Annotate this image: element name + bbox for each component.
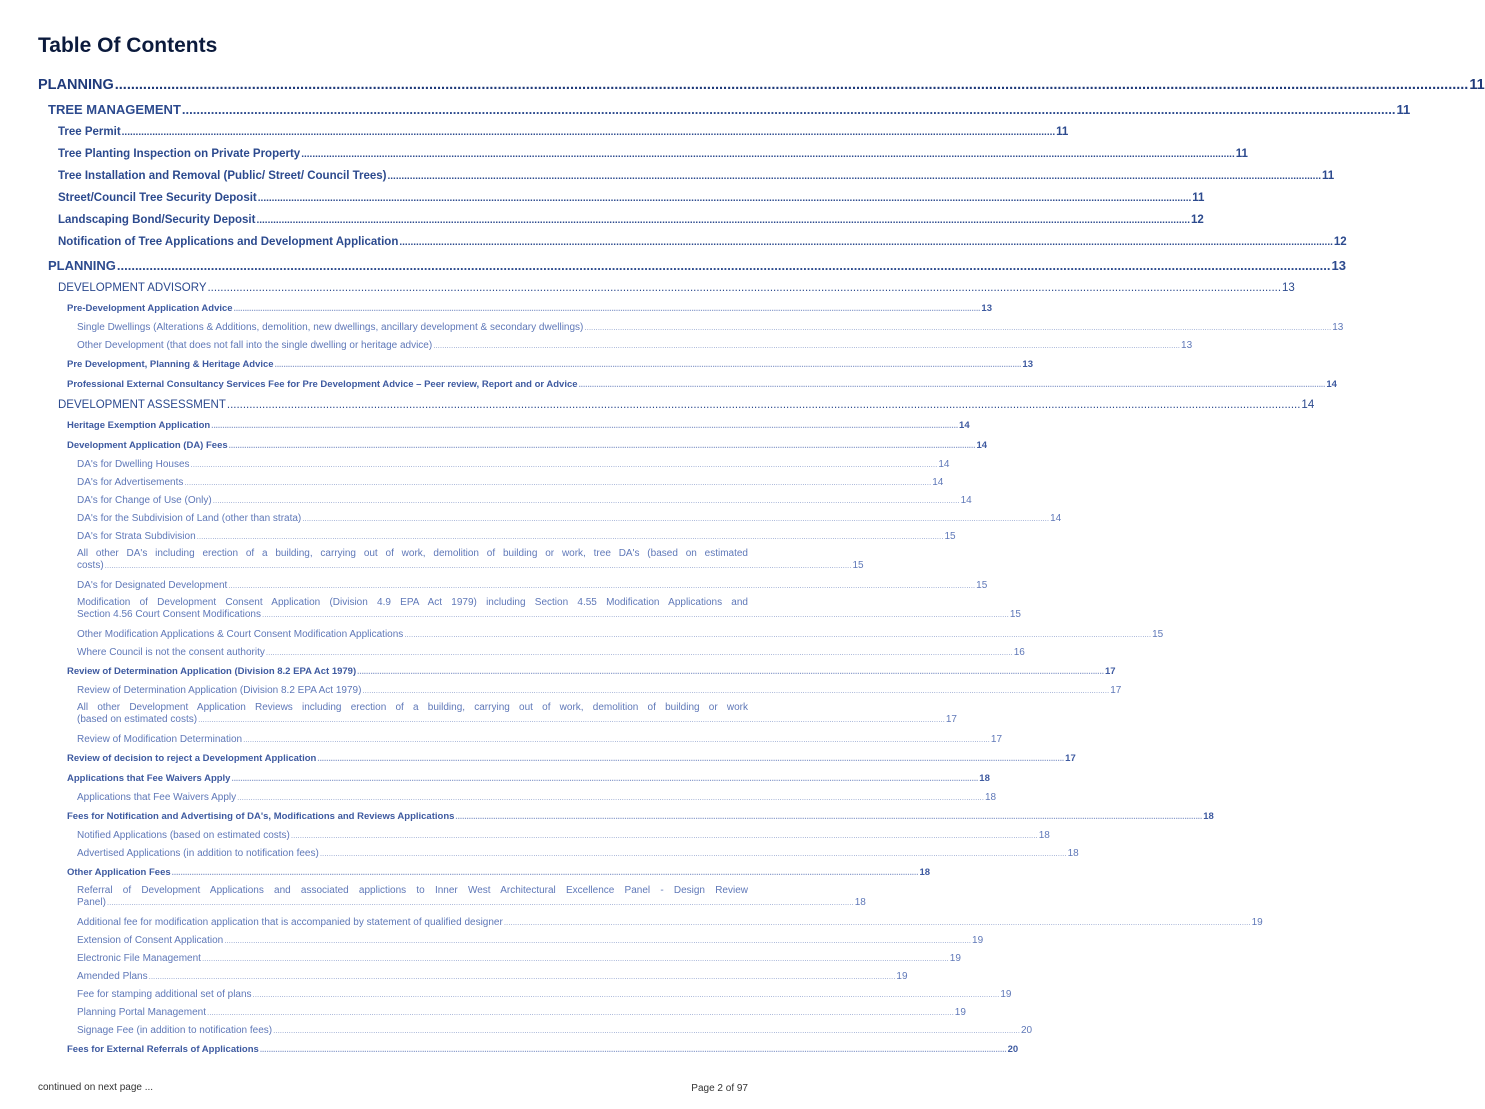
toc-page-number: 13 [1332, 321, 1344, 333]
toc-page-number: 13 [1282, 281, 1295, 294]
toc-entry[interactable] [38, 844, 1079, 862]
toc-entry[interactable] [38, 1003, 966, 1021]
toc-entry-title: Tree Installation and Removal (Public/ Street/ Council Trees) [58, 170, 387, 182]
toc-entry-title: Advertised Applications (in addition to notification fees) [77, 847, 319, 859]
toc-entry[interactable] [38, 73, 1485, 97]
toc-entry[interactable] [38, 527, 956, 545]
toc-leader-dots [584, 323, 1331, 332]
toc-page-number: 18 [1067, 847, 1079, 859]
toc-leader-dots [433, 341, 1180, 350]
toc-entry-title: DA's for the Subdivision of Land (other than strata) [77, 512, 302, 524]
toc-entry-title: Signage Fee (in addition to notification fees) [77, 1024, 273, 1036]
toc-page-number: 17 [1065, 752, 1076, 764]
toc-page-number: 11 [1056, 126, 1069, 138]
toc-leader-dots [273, 1026, 1020, 1035]
toc-page-number: 15 [1152, 628, 1164, 640]
toc-leader-dots [258, 193, 1192, 204]
toc-leader-dots [317, 754, 1064, 763]
toc-entry[interactable] [38, 336, 1193, 354]
toc-leader-dots [115, 77, 1469, 93]
toc-entry-title-line: All other Development Application Reviews including erection of a building, carrying out of work, demolition of building or work [77, 702, 748, 713]
toc-entry[interactable] [38, 374, 1337, 394]
toc-page-number: 11 [1396, 101, 1411, 117]
toc-leader-dots [275, 360, 1022, 369]
toc-entry[interactable] [38, 298, 992, 318]
toc-entry-title: Pre-Development Application Advice [67, 302, 233, 314]
toc-entry-title: Fees for External Referrals of Applications [67, 1043, 259, 1055]
toc-entry[interactable] [38, 97, 1411, 121]
toc-page-number: 19 [1000, 988, 1012, 1000]
toc-page-number: 16 [1013, 646, 1025, 658]
page-title: Table Of Contents [38, 34, 218, 57]
toc-entry-title: DA's for Change of Use (Only) [77, 494, 212, 506]
toc-entry-title: Other Application Fees [67, 866, 171, 878]
toc-page-number: 18 [1203, 810, 1214, 822]
toc-entry-title: Fees for Notification and Advertising of DA's, Modifications and Reviews Applications [67, 810, 455, 822]
toc-entry[interactable] [38, 318, 1344, 336]
toc-entry[interactable] [38, 473, 944, 491]
toc-page-number: 19 [896, 970, 908, 982]
toc-entry[interactable] [38, 862, 931, 882]
toc-page-number: 20 [1007, 1043, 1019, 1055]
toc-entry[interactable] [38, 597, 1021, 621]
toc-page-number: 18 [854, 897, 866, 908]
toc-page-number: 14 [932, 476, 944, 488]
toc-entry[interactable] [38, 1039, 1019, 1059]
toc-entry[interactable] [38, 576, 988, 594]
continued-note: continued on next page ... [38, 1082, 154, 1093]
toc-page-number: 20 [1020, 1024, 1033, 1036]
toc-leader-dots [231, 774, 978, 783]
toc-entry[interactable] [38, 661, 1116, 681]
toc-leader-dots [122, 127, 1056, 138]
toc-entry[interactable] [38, 985, 1012, 1003]
toc-page-number: 13 [1331, 257, 1346, 273]
toc-entry[interactable] [38, 121, 1069, 143]
toc-leader-dots [149, 972, 896, 981]
toc-page-number: 17 [945, 714, 957, 725]
page-number: Page 2 of 97 [691, 1083, 748, 1094]
toc-entry-title: (based on estimated costs) [77, 714, 198, 725]
toc-entry[interactable] [38, 788, 997, 806]
toc-entry[interactable] [38, 967, 908, 985]
toc-entry[interactable] [38, 143, 1248, 165]
toc-page-number: 14 [1326, 378, 1337, 390]
table-of-contents [38, 73, 1485, 1059]
toc-leader-dots [105, 560, 852, 572]
toc-entry-title: Where Council is not the consent authority [77, 646, 265, 658]
toc-entry[interactable] [38, 949, 961, 967]
toc-leader-dots [504, 918, 1251, 927]
toc-page-number: 12 [1190, 214, 1204, 226]
toc-page-number: 14 [976, 439, 988, 451]
toc-entry[interactable] [38, 509, 1062, 527]
toc-entry-title: PLANNING [48, 257, 116, 273]
toc-leader-dots [291, 831, 1038, 840]
toc-page-number: 19 [972, 934, 984, 946]
toc-leader-dots [579, 380, 1326, 389]
toc-entry[interactable] [38, 768, 990, 788]
toc-leader-dots [399, 237, 1333, 248]
toc-page-number: 13 [1022, 358, 1033, 370]
toc-entry[interactable] [38, 913, 1263, 931]
toc-leader-dots [172, 868, 919, 877]
toc-leader-dots [357, 667, 1104, 676]
toc-entry[interactable] [38, 354, 1033, 374]
toc-leader-dots [301, 149, 1235, 160]
toc-leader-dots [253, 990, 1000, 999]
toc-leader-dots [117, 258, 1331, 273]
toc-entry-title: DA's for Strata Subdivision [77, 530, 196, 542]
toc-page-number: 13 [1181, 339, 1193, 351]
toc-leader-dots [211, 421, 958, 430]
toc-entry[interactable] [38, 681, 1122, 699]
toc-page-number: 15 [852, 560, 864, 571]
toc-leader-dots [202, 954, 949, 963]
toc-entry[interactable] [38, 491, 972, 509]
toc-page-number: 17 [990, 733, 1003, 745]
toc-leader-dots [191, 460, 938, 469]
toc-page-number: 14 [959, 419, 970, 431]
toc-leader-dots [107, 897, 854, 909]
toc-page-number: 19 [949, 952, 961, 964]
toc-page-number: 11 [1192, 192, 1205, 204]
toc-entry-title: Other Modification Applications & Court Consent Modification Applications [77, 628, 404, 640]
toc-leader-dots [260, 1045, 1007, 1054]
toc-page-number: 17 [1104, 665, 1116, 677]
toc-entry-title: costs) [77, 560, 104, 571]
toc-entry[interactable] [38, 435, 988, 455]
toc-entry[interactable] [38, 748, 1076, 768]
toc-page-number: 17 [1110, 684, 1122, 696]
toc-page-number: 11 [1235, 148, 1248, 160]
toc-entry[interactable] [38, 826, 1050, 844]
toc-leader-dots [229, 441, 976, 450]
toc-entry[interactable] [38, 730, 1003, 748]
toc-entry-title: Amended Plans [77, 970, 148, 982]
toc-entry-title: DA's for Designated Development [77, 579, 228, 591]
toc-leader-dots [455, 812, 1202, 821]
toc-entry-title: Landscaping Bond/Security Deposit [58, 214, 256, 226]
toc-page-number: 18 [1038, 829, 1050, 841]
toc-page-number: 14 [1301, 398, 1315, 411]
toc-entry[interactable] [38, 165, 1335, 187]
toc-entry-title: Additional fee for modification application that is accompanied by statement of qualified designer [77, 916, 503, 928]
toc-entry[interactable] [38, 231, 1347, 253]
toc-entry[interactable] [38, 394, 1315, 415]
toc-entry[interactable] [38, 931, 984, 949]
toc-entry[interactable] [38, 806, 1214, 826]
toc-entry-title: Other Development (that does not fall into the single dwelling or heritage advice) [77, 339, 433, 351]
toc-page-number: 14 [1050, 512, 1062, 524]
toc-entry-title: Notified Applications (based on estimated costs) [77, 829, 290, 841]
toc-entry-title: Fee for stamping additional set of plans [77, 988, 252, 1000]
toc-page-number: 12 [1333, 236, 1347, 248]
toc-entry-title: Electronic File Management [77, 952, 201, 964]
toc-leader-dots [387, 171, 1321, 182]
toc-entry-title: Planning Portal Management [77, 1006, 206, 1018]
toc-entry-title-line: Referral of Development Applications and associated applictions to Inner West Architectural Excellence Panel - Design Review [77, 885, 748, 896]
toc-leader-dots [302, 514, 1049, 523]
toc-entry-title: Pre Development, Planning & Heritage Advice [67, 358, 274, 370]
toc-entry-title: DEVELOPMENT ASSESSMENT [58, 398, 226, 411]
toc-leader-dots [207, 1008, 954, 1017]
toc-page-number: 18 [979, 772, 990, 784]
toc-entry[interactable] [38, 885, 866, 909]
toc-page-number: 19 [954, 1006, 966, 1018]
toc-leader-dots [197, 532, 944, 541]
toc-entry-title: DA's for Advertisements [77, 476, 184, 488]
toc-page-number: 18 [984, 791, 997, 803]
toc-entry[interactable] [38, 455, 950, 473]
toc-page-number: 13 [981, 302, 992, 314]
toc-leader-dots [234, 304, 981, 313]
toc-entry-title: Applications that Fee Waivers Apply [67, 772, 231, 784]
toc-entry-title: Extension of Consent Application [77, 934, 224, 946]
toc-entry-title-line: All other DA's including erection of a building, carrying out of work, demolition of building or work, tree DA's (based on estimated [77, 548, 748, 559]
toc-page-number: 18 [919, 866, 931, 878]
toc-entry-title: Notification of Tree Applications and Development Application [58, 236, 399, 248]
toc-page-number: 15 [976, 579, 988, 591]
toc-entry[interactable] [38, 702, 957, 726]
toc-entry[interactable] [38, 253, 1346, 277]
toc-leader-dots [404, 630, 1151, 639]
toc-leader-dots [243, 735, 990, 744]
toc-leader-dots [182, 102, 1396, 117]
toc-page-number: 14 [938, 458, 950, 470]
toc-entry-title: Tree Permit [58, 126, 121, 138]
toc-entry-title: PLANNING [38, 77, 114, 93]
toc-page-number: 15 [944, 530, 956, 542]
toc-leader-dots [362, 686, 1109, 695]
toc-leader-dots [320, 849, 1067, 858]
toc-page-number: 19 [1251, 916, 1263, 928]
toc-entry[interactable] [38, 187, 1205, 209]
toc-leader-dots [227, 399, 1301, 411]
toc-page-number: 11 [1469, 77, 1485, 93]
toc-entry-title: TREE MANAGEMENT [48, 101, 181, 117]
toc-entry-title: Development Application (DA) Fees [67, 439, 228, 451]
toc-entry-title: Review of Determination Application (Division 8.2 EPA Act 1979) [77, 684, 362, 696]
toc-entry-title: DA's for Dwelling Houses [77, 458, 190, 470]
toc-leader-dots [237, 793, 984, 802]
toc-entry-title: Review of Determination Application (Division 8.2 EPA Act 1979) [67, 665, 357, 677]
toc-leader-dots [262, 609, 1009, 621]
toc-leader-dots [256, 215, 1190, 226]
toc-entry-title: Street/Council Tree Security Deposit [58, 192, 257, 204]
toc-entry[interactable] [38, 643, 1025, 661]
toc-entry[interactable] [38, 415, 970, 435]
toc-entry-title: Review of decision to reject a Development Application [67, 752, 317, 764]
toc-page-number: 15 [1009, 609, 1021, 620]
toc-entry-title: Heritage Exemption Application [67, 419, 211, 431]
toc-leader-dots [207, 282, 1281, 294]
toc-entry-title: Single Dwellings (Alterations & Additions, demolition, new dwellings, ancillary development & secondary dwellings) [77, 321, 584, 333]
toc-entry-title: Tree Planting Inspection on Private Property [58, 148, 301, 160]
toc-leader-dots [184, 478, 931, 487]
toc-entry-title-line: Modification of Development Consent Application (Division 4.9 EPA Act 1979) including Section 4.55 Modification Applications and [77, 597, 748, 608]
toc-entry-title: DEVELOPMENT ADVISORY [58, 281, 207, 294]
toc-entry-title: Review of Modification Determination [77, 733, 243, 745]
toc-entry-title: Panel) [77, 897, 106, 908]
toc-leader-dots [228, 581, 975, 590]
toc-entry[interactable] [38, 209, 1204, 231]
toc-leader-dots [266, 648, 1013, 657]
toc-entry-title: Section 4.56 Court Consent Modifications [77, 609, 261, 620]
toc-entry-title: Applications that Fee Waivers Apply [77, 791, 237, 803]
toc-entry-title: Professional External Consultancy Services Fee for Pre Development Advice – Peer review, Report and or Advice [67, 378, 578, 390]
toc-leader-dots [224, 936, 971, 945]
toc-page-number: 11 [1322, 170, 1335, 182]
toc-entry[interactable] [38, 1021, 1033, 1039]
toc-leader-dots [213, 496, 960, 505]
toc-leader-dots [198, 714, 945, 726]
toc-entry[interactable] [38, 548, 864, 572]
toc-page-number: 14 [960, 494, 972, 506]
toc-entry[interactable] [38, 625, 1164, 643]
toc-entry[interactable] [38, 277, 1295, 298]
